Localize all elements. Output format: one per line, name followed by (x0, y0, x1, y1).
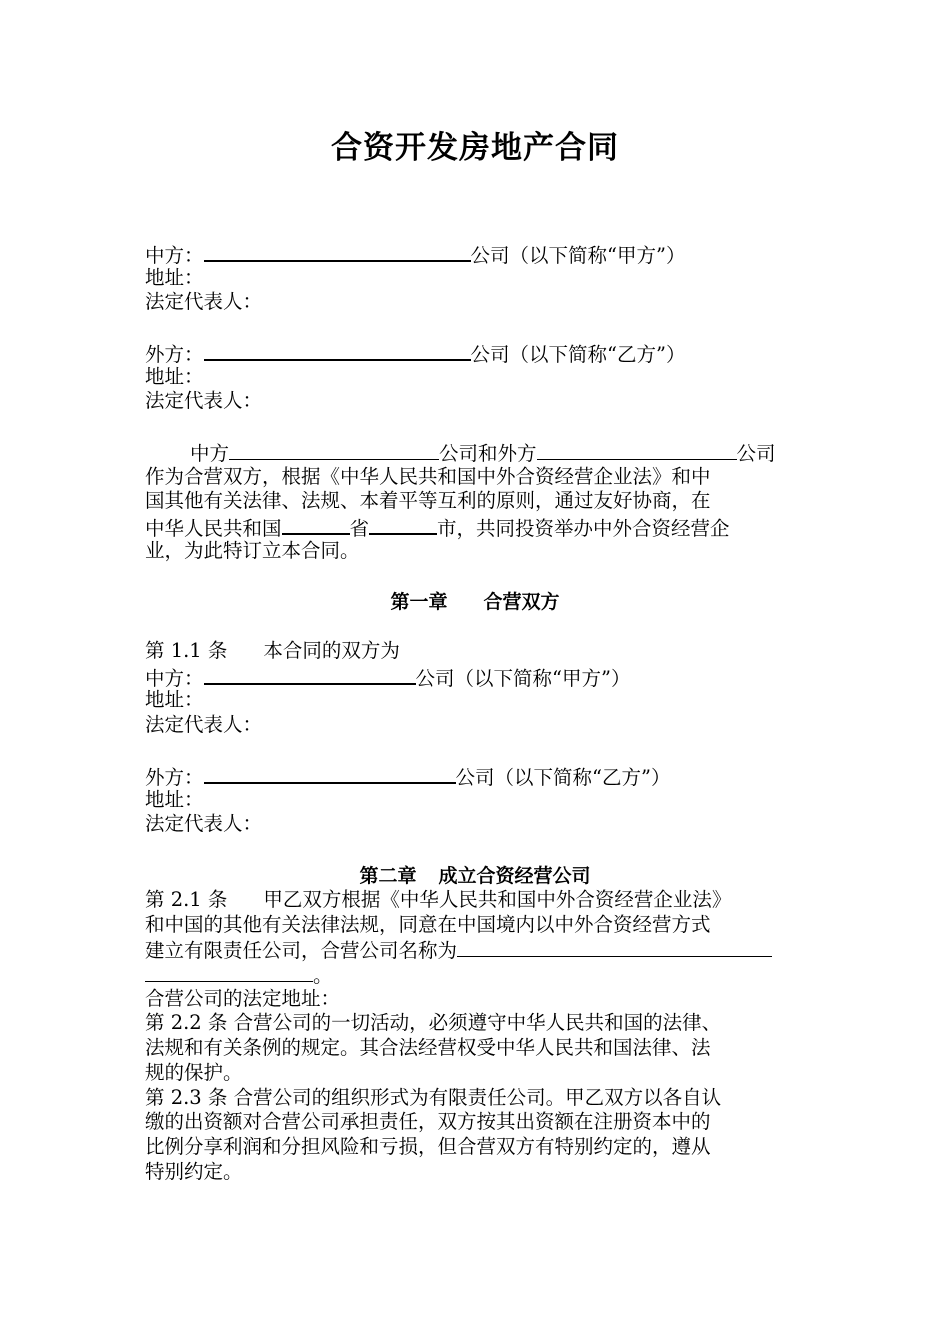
party-a-rep: 法定代表人： (145, 290, 263, 314)
ch1-party-a-blank[interactable] (204, 664, 416, 685)
company-name-blank-cont[interactable] (145, 962, 313, 982)
party-b-name-blank[interactable] (204, 340, 471, 361)
chapter-2-title: 成立合资经营公司 (438, 865, 591, 887)
document-title: 合资开发房地产合同 (331, 130, 619, 166)
preamble-line-4 (145, 514, 825, 539)
article-text: 本合同的双方为 (263, 639, 400, 662)
preamble-text: 公司和外方 (439, 442, 537, 465)
chapter-1-heading (145, 590, 805, 615)
party-a-block (145, 241, 825, 315)
chinese-party-blank[interactable] (229, 440, 439, 460)
party-b-rep: 法定代表人： (145, 389, 263, 413)
preamble-paragraph (145, 440, 825, 563)
article-2-3-line-1: 第 2.3 条 合营公司的组织形式为有限责任公司。甲乙双方以各自认 (145, 1085, 722, 1109)
ch1-party-a-rep: 法定代表人： (145, 713, 263, 737)
preamble-line-3: 国其他有关法律、法规、本着平等互利的原则，通过友好协商，在 (145, 489, 711, 513)
article-text: 甲乙双方根据《中华人民共和国中外合资经营企业法》 (263, 888, 732, 911)
article-2-2-line-2: 法规和有关条例的规定。其合法经营权受中华人民共和国法律、法 (145, 1036, 711, 1060)
article-2-2-line-1: 第 2.2 条 合营公司的一切活动，必须遵守中华人民共和国的法律、 (145, 1011, 722, 1035)
ch1-party-a-suffix: 公司（以下简称“甲方”） (415, 666, 631, 690)
party-b-label: 外方： (145, 343, 204, 366)
article-text: 。 (313, 964, 333, 988)
chapter-1-title: 合营双方 (483, 591, 560, 613)
ch1-party-b-address: 地址： (145, 787, 204, 811)
province-blank[interactable] (282, 514, 350, 535)
preamble-line-5: 业，为此特订立本合同。 (145, 538, 360, 562)
company-name-blank[interactable] (457, 937, 772, 957)
chapter-1-body (145, 639, 825, 738)
chapter-1-party-b (145, 763, 825, 837)
ch1-party-a-label: 中方： (145, 666, 204, 690)
article-number: 第 2.1 条 (145, 888, 228, 911)
ch1-party-b-suffix: 公司（以下简称“乙方”） (455, 766, 671, 789)
party-a-name-blank[interactable] (204, 241, 471, 262)
party-a-label: 中方： (145, 244, 204, 267)
party-b-block (145, 340, 825, 414)
foreign-party-blank[interactable] (537, 440, 737, 460)
article-2-1-line-4 (145, 962, 825, 987)
article-2-2-line-3: 规的保护。 (145, 1060, 243, 1084)
article-2-3-line-4: 特别约定。 (145, 1159, 243, 1183)
article-1-1 (145, 639, 825, 664)
article-2-1-line-1 (145, 888, 825, 913)
preamble-text: 省 (349, 517, 370, 541)
chapter-2-body (145, 888, 825, 1184)
legal-address-line: 合营公司的法定地址： (145, 986, 341, 1010)
ch1-party-b-label: 外方： (145, 766, 204, 789)
preamble-line-2: 作为合营双方，根据《中华人民共和国中外合资经营企业法》和中 (145, 464, 711, 488)
party-a-suffix: 公司（以下简称“甲方”） (470, 244, 686, 267)
ch1-party-b-rep: 法定代表人： (145, 812, 263, 836)
article-text: 建立有限责任公司，合营公司名称为 (145, 939, 458, 963)
ch1-party-b-line (145, 763, 825, 788)
chapter-1-number: 第一章 (390, 591, 448, 613)
chapter-2-heading (145, 864, 805, 889)
ch1-party-b-blank[interactable] (204, 763, 456, 784)
preamble-line-1 (145, 440, 825, 465)
article-2-1-line-3 (145, 937, 825, 962)
party-b-suffix: 公司（以下简称“乙方”） (470, 343, 686, 366)
preamble-text: 中华人民共和国 (145, 517, 282, 541)
party-b-address: 地址： (145, 364, 204, 388)
article-2-3-line-2: 缴的出资额对合营公司承担责任，双方按其出资额在注册资本中的 (145, 1110, 711, 1134)
article-number: 第 1.1 条 (145, 639, 228, 662)
preamble-text: 中方 (190, 442, 230, 465)
party-a-address: 地址： (145, 265, 204, 289)
city-blank[interactable] (369, 514, 437, 535)
preamble-text: 公司 (736, 442, 776, 465)
party-a-line (145, 241, 825, 266)
chapter-2-number: 第二章 (359, 865, 417, 887)
article-2-1-line-2: 和中国的其他有关法律法规，同意在中国境内以中外合资经营方式 (145, 912, 711, 936)
preamble-text: 市，共同投资举办中外合资经营企 (437, 517, 730, 541)
article-2-3-line-3: 比例分享利润和分担风险和亏损，但合营双方有特别约定的，遵从 (145, 1134, 711, 1158)
party-b-line (145, 340, 825, 365)
ch1-party-a-line (145, 664, 825, 689)
ch1-party-a-address: 地址： (145, 688, 204, 712)
